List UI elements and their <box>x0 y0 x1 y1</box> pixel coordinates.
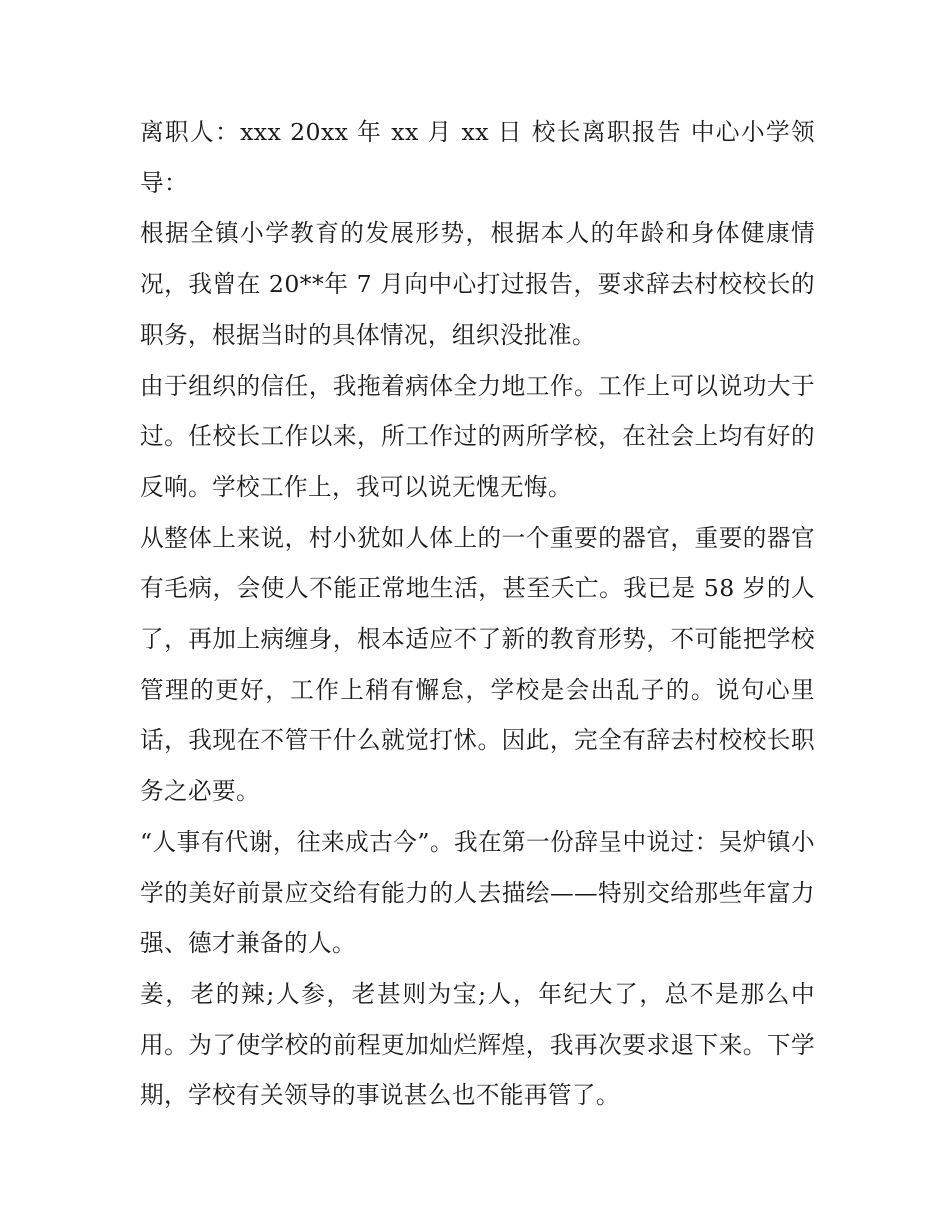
paragraph-3: 从整体上来说，村小犹如人体上的一个重要的器官，重要的器官有毛病，会使人不能正常地生活，甚至夭亡。我已是 58 岁的人了，再加上病缠身，根本适应不了新的教育形势，不可能把学校管理的更好，工作上稍有懈怠，学校是会出乱子的。说句心里话，我现在不管干什么就觉打怵。因此，完全有辞去村校校长职务之必要。 <box>140 523 815 806</box>
paragraph-5: 姜，老的辣;人参，老甚则为宝;人，年纪大了，总不是那么中用。为了使学校的前程更加灿烂辉煌，我再次要求退下来。下学期，学校有关领导的事说甚么也不能再管了。 <box>140 979 815 1110</box>
paragraph-4: “人事有代谢，往来成古今”。我在第一份辞呈中说过：吴炉镇小学的美好前景应交给有能力的人去描绘——特别交给那些年富力强、德才兼备的人。 <box>140 827 815 958</box>
paragraph-header: 离职人：xxx 20xx 年 xx 月 xx 日 校长离职报告 中心小学领导： <box>140 118 815 197</box>
paragraph-2: 由于组织的信任，我拖着病体全力地工作。工作上可以说功大于过。任校长工作以来，所工作过的两所学校，在社会上均有好的反响。学校工作上，我可以说无愧无悔。 <box>140 371 815 501</box>
document-body <box>140 107 815 1121</box>
paragraph-1: 根据全镇小学教育的发展形势，根据本人的年龄和身体健康情况，我曾在 20**年 7 月向中心打过报告，要求辞去村校校长的职务，根据当时的具体情况，组织没批准。 <box>140 219 815 349</box>
